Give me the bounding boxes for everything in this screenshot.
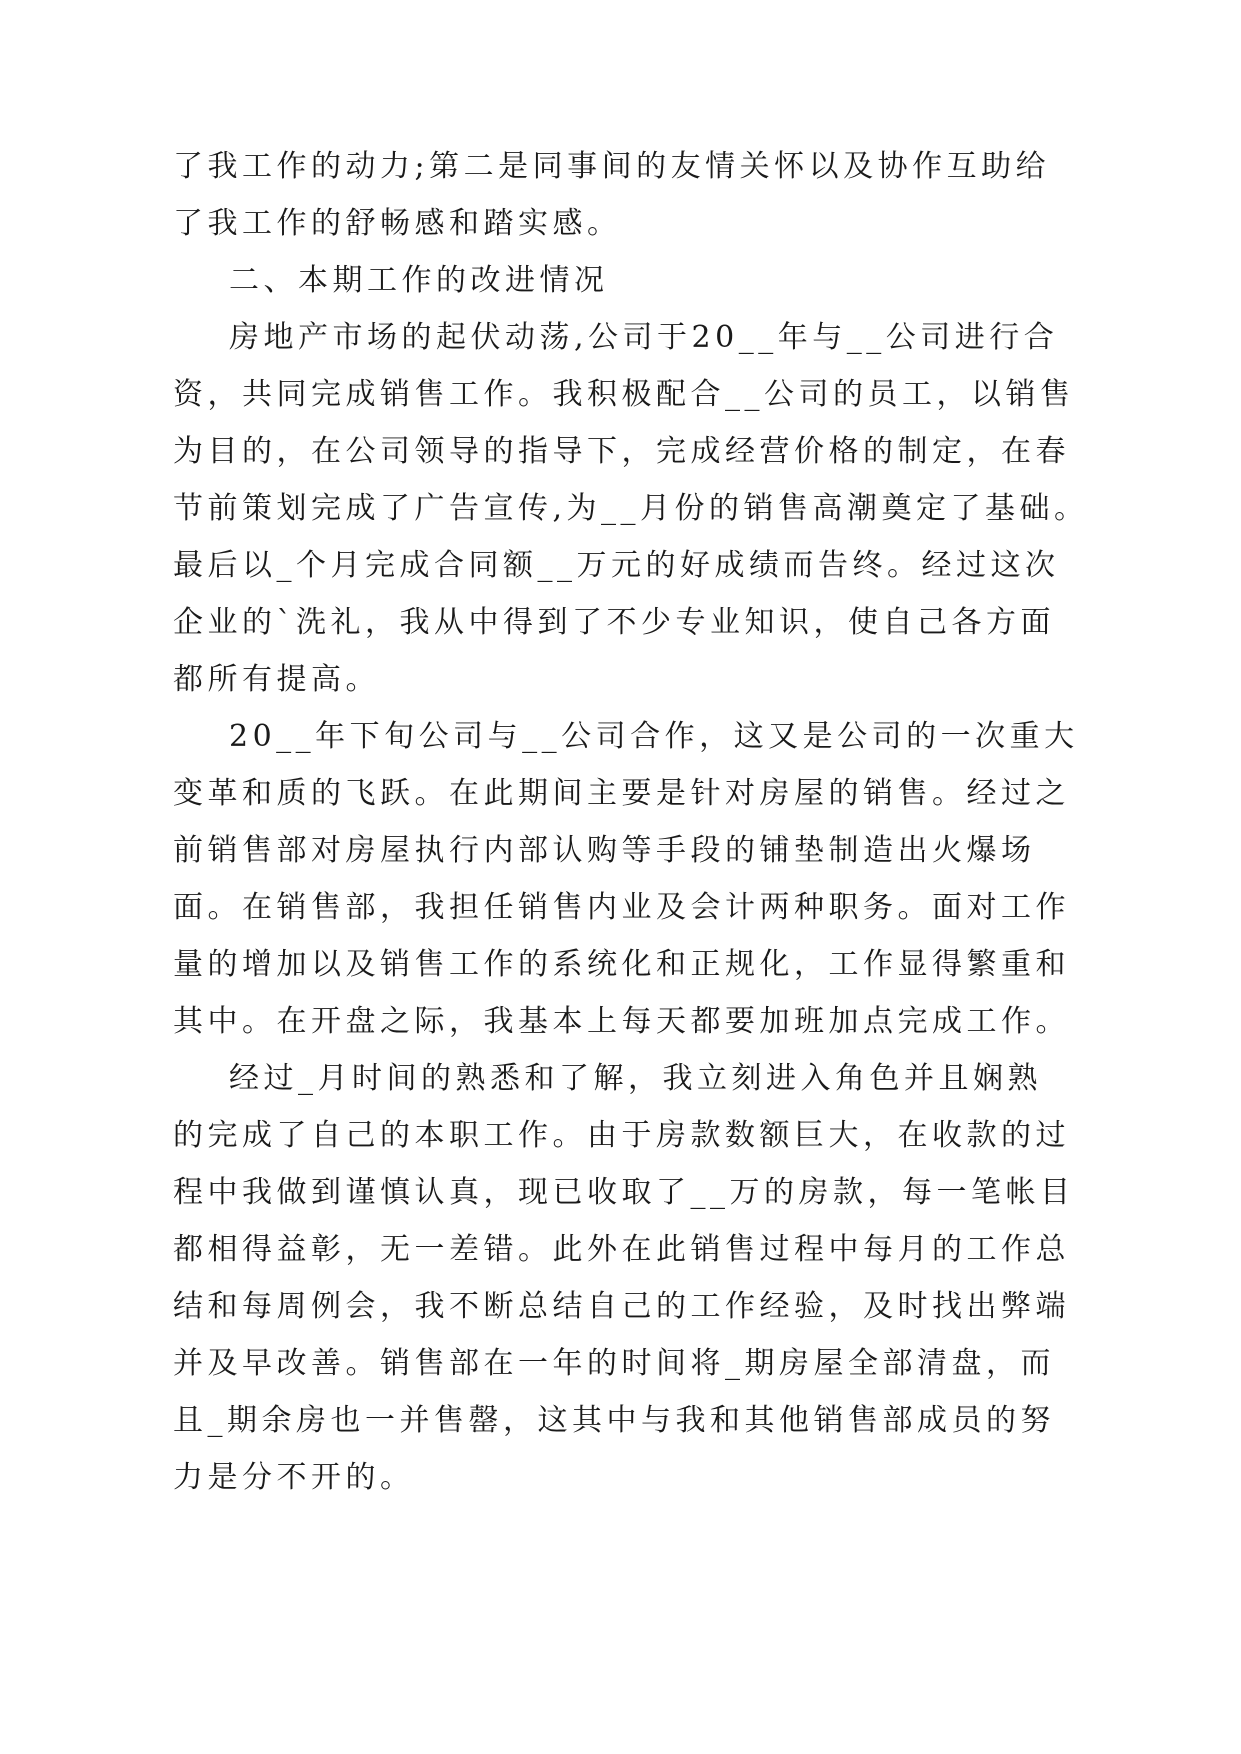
text-line: 为目的，在公司领导的指导下，完成经营价格的制定，在春: [173, 434, 1070, 469]
text-line: 并及早改善。销售部在一年的时间将_期房屋全部清盘，而: [173, 1346, 1055, 1381]
text-line: 20__年下旬公司与__公司合作，这又是公司的一次重大: [229, 719, 1079, 754]
text-line: 经过_月时间的熟悉和了解，我立刻进入角色并且娴熟: [229, 1061, 1042, 1096]
text-line: 前销售部对房屋执行内部认购等手段的铺垫制造出火爆场: [173, 833, 1036, 868]
text-line: 了我工作的动力;第二是同事间的友情关怀以及协作互助给: [173, 149, 1051, 184]
text-line: 力是分不开的。: [173, 1460, 415, 1495]
text-line: 都所有提高。: [173, 662, 380, 697]
text-line: 且_期余房也一并售罄，这其中与我和其他销售部成员的努: [173, 1403, 1055, 1438]
text-line: 面。在销售部，我担任销售内业及会计两种职务。面对工作: [173, 890, 1070, 925]
text-line: 房地产市场的起伏动荡,公司于20__年与__公司进行合: [229, 320, 1059, 355]
text-line: 其中。在开盘之际，我基本上每天都要加班加点完成工作。: [173, 1004, 1070, 1039]
text-line: 程中我做到谨慎认真，现已收取了__万的房款，每一笔帐目: [173, 1175, 1075, 1210]
text-line: 企业的`洗礼，我从中得到了不少专业知识，使自己各方面: [173, 605, 1055, 640]
text-line: 资，共同完成销售工作。我积极配合__公司的员工，以销售: [173, 377, 1075, 412]
text-line: 的完成了自己的本职工作。由于房款数额巨大，在收款的过: [173, 1118, 1070, 1153]
text-line: 了我工作的舒畅感和踏实感。: [173, 206, 622, 241]
text-line: 量的增加以及销售工作的系统化和正规化，工作显得繁重和: [173, 947, 1070, 982]
section-heading: 二、本期工作的改进情况: [229, 263, 609, 298]
text-line: 节前策划完成了广告宣传,为__月份的销售高潮奠定了基础。: [173, 491, 1089, 526]
text-line: 变革和质的飞跃。在此期间主要是针对房屋的销售。经过之: [173, 776, 1070, 811]
text-line: 最后以_个月完成合同额__万元的好成绩而告终。经过这次: [173, 548, 1060, 583]
text-line: 都相得益彰，无一差错。此外在此销售过程中每月的工作总: [173, 1232, 1070, 1267]
text-line: 结和每周例会，我不断总结自己的工作经验，及时找出弊端: [173, 1289, 1070, 1324]
